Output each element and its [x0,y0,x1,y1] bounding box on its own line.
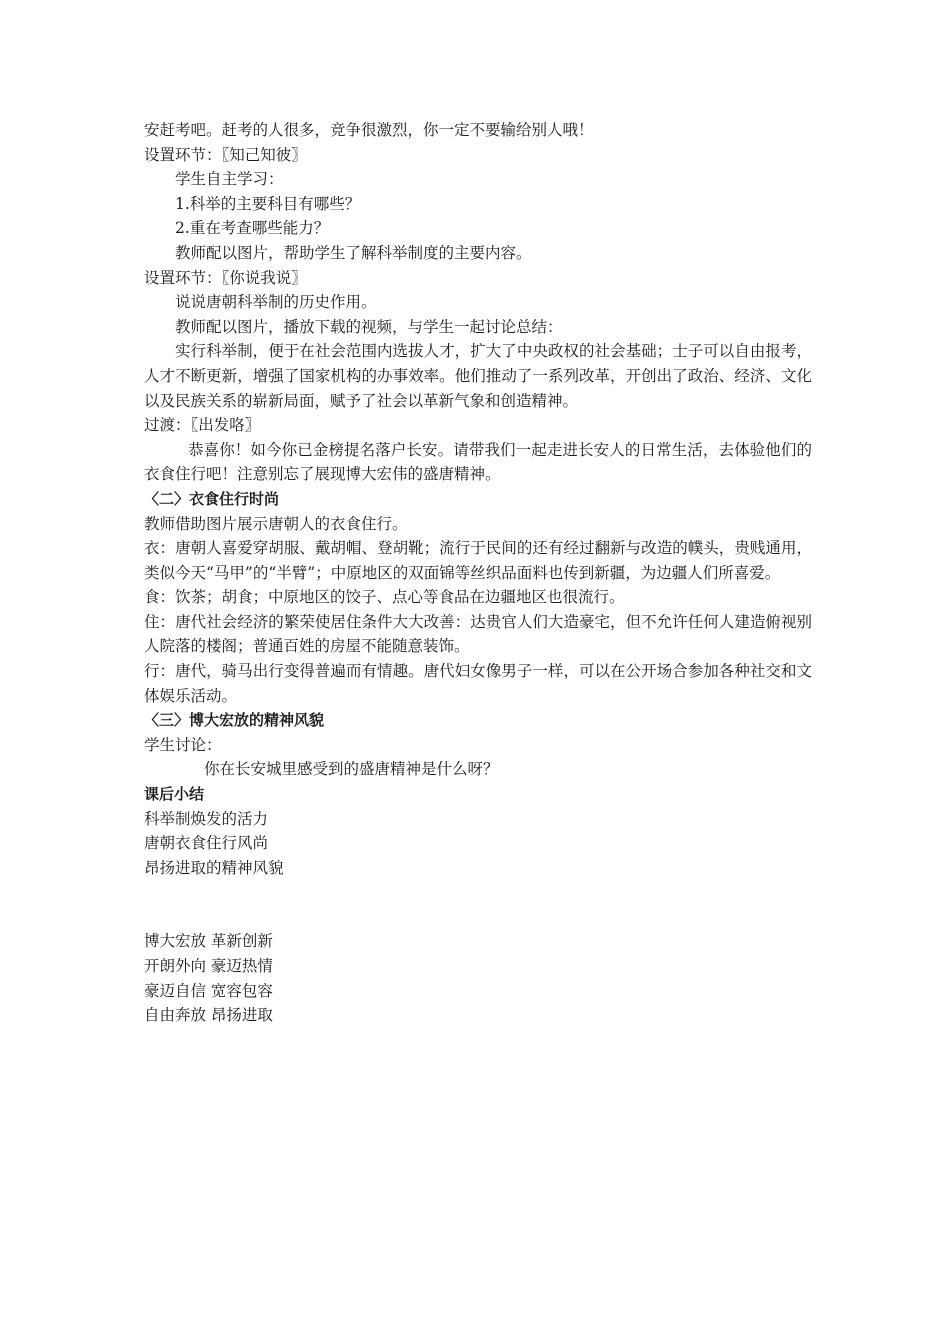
teacher-note-2: 教师配以图片，播放下载的视频，与学生一起讨论总结： [175,317,563,336]
section-2-heading: 〈二〉衣食住行时尚 [144,489,280,508]
housing-paragraph: 住：唐代社会经济的繁荣使居住条件大大改善：达贵官人们大造豪宅，但不允许任何人建造俯视别人院落的楼阁；普通百姓的房屋不能随意装饰。 [144,612,812,656]
summary-item-1: 科举制焕发的活力 [144,809,269,828]
summary-title: 课后小结 [144,785,205,804]
summary-paragraph: 实行科举制，便于在社会范围内选拔人才，扩大了中央政权的社会基础；士子可以自由报考，人才不断更新，增强了国家机构的办事效率。他们推动了一系列改革，开创出了政治、经济、文化以及民族关系的崭新局面，赋予了社会以革新气象和创造精神。 [144,342,812,410]
setting-you-say-i-say: 设置环节：〖你说我说〗 [144,268,307,287]
keyword-row-2: 开朗外向 豪迈热情 [144,957,273,975]
setting-know-yourself: 设置环节：〖知己知彼〗 [144,145,307,164]
question-1: 1.科举的主要科目有哪些？ [175,194,361,213]
congrats-paragraph: 恭喜你！如今你已金榜提名落户长安。请带我们一起走进长安人的日常生活，去体验他们的衣食住行吧！注意别忘了展现博大宏伟的盛唐精神。 [144,440,812,484]
teacher-note-1: 教师配以图片，帮助学生了解科举制度的主要内容。 [175,243,532,262]
spacer [144,880,812,929]
keyword-row-1: 博大宏放 革新创新 [144,932,273,951]
food-line: 食：饮茶；胡食；中原地区的饺子、点心等食品在边疆地区也很流行。 [144,588,625,607]
intro-line: 安赶考吧。赶考的人很多，竞争很激烈，你一定不要输给别人哦！ [144,121,594,139]
document-page [144,118,812,1028]
section-3-heading: 〈三〉博大宏放的精神风貌 [144,711,325,730]
question-2: 2.重在考查哪些能力？ [175,219,330,238]
talk-prompt: 说说唐朝科举制的历史作用。 [175,293,377,312]
transition-line: 过渡：〖出发咯〗 [144,416,261,435]
summary-item-2: 唐朝衣食住行风尚 [144,834,269,853]
summary-item-3: 昂扬进取的精神风貌 [144,858,284,877]
keyword-row-4: 自由奔放 昂扬进取 [144,1006,273,1025]
discussion-label: 学生讨论： [144,735,222,754]
teacher-note-3: 教师借助图片展示唐朝人的衣食住行。 [144,514,408,533]
travel-paragraph: 行：唐代，骑马出行变得普遍而有情趣。唐代妇女像男子一样，可以在公开场合参加各种社交和文体娱乐活动。 [144,662,812,705]
discussion-question: 你在长安城里感受到的盛唐精神是什么呀？ [204,760,499,779]
self-study-label: 学生自主学习： [175,170,284,189]
keyword-row-3: 豪迈自信 宽容包容 [144,981,273,1000]
clothing-paragraph: 衣：唐朝人喜爱穿胡服、戴胡帽、登胡靴；流行于民间的还有经过翻新与改造的幞头，贵贱通用，类似今天“马甲”的“半臂”；中原地区的双面锦等丝织品面料也传到新疆，为边疆人们所喜爱。 [144,539,812,582]
